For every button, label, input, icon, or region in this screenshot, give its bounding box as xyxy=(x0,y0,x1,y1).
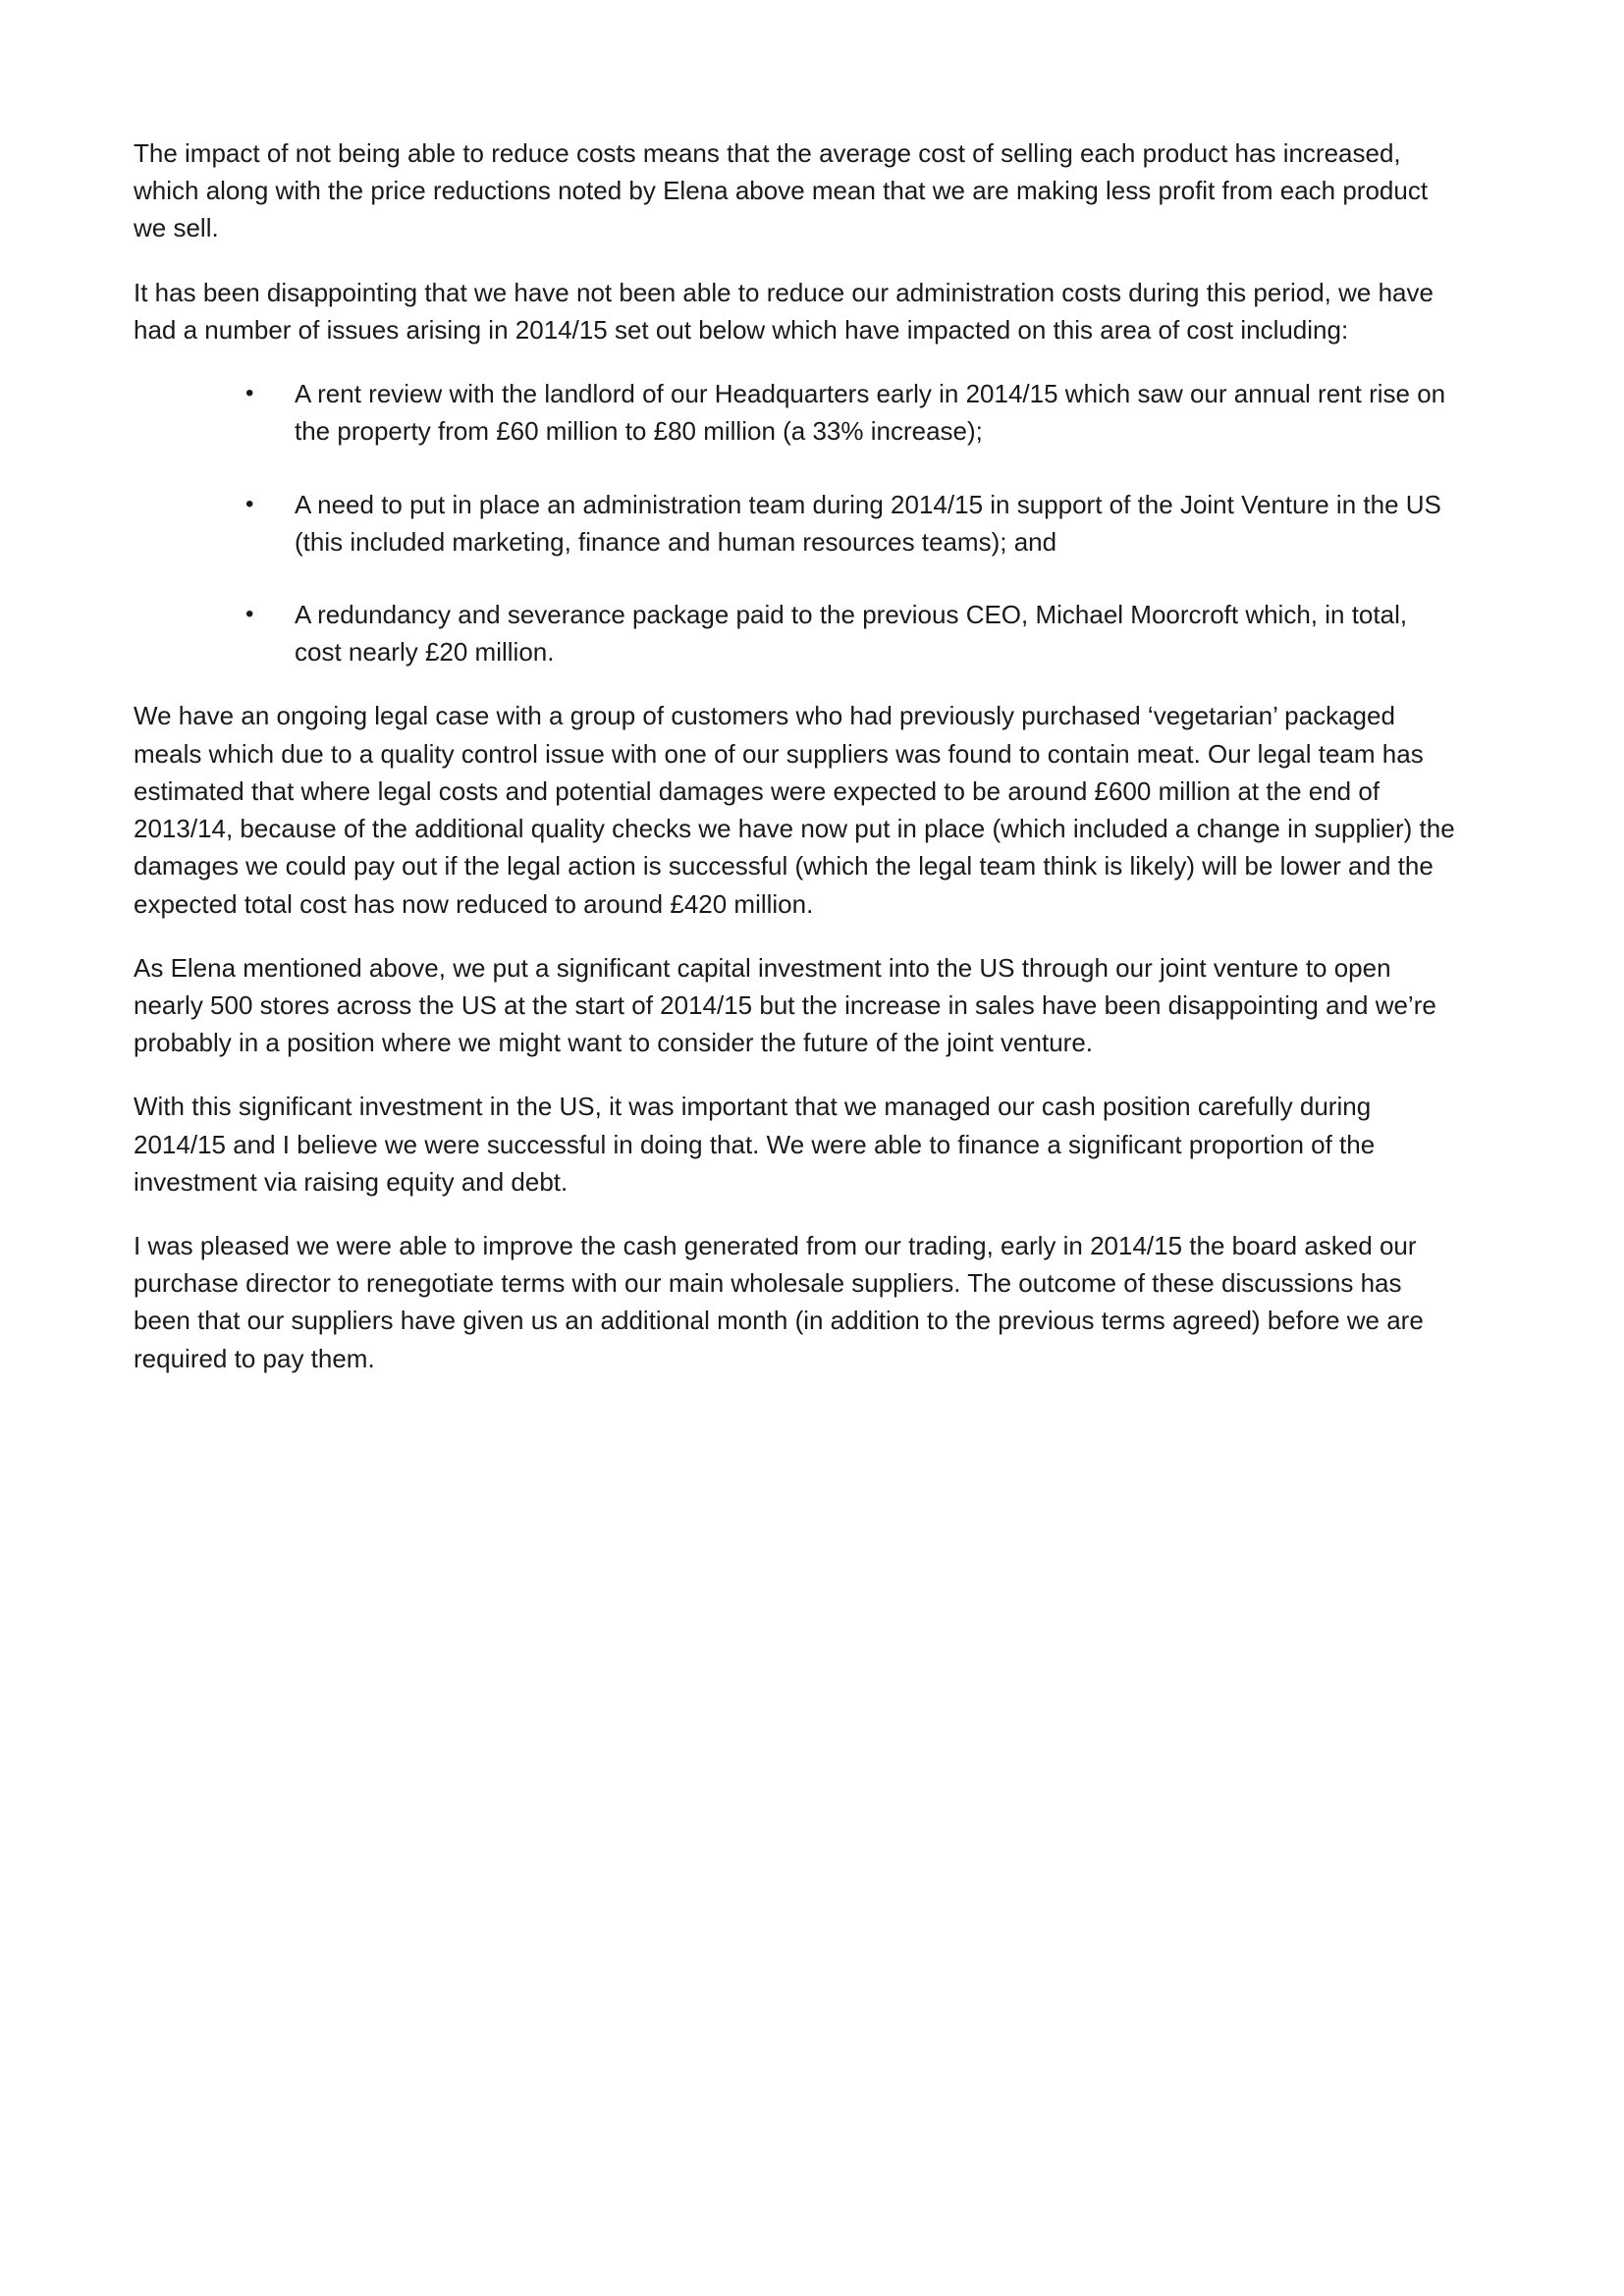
bullet-text: A need to put in place an administration team during 2014/15 in support of the Joint Venture in the US (this included marketing, finance and human resources teams); and xyxy=(295,489,1441,557)
bullet-icon: • xyxy=(245,380,254,407)
bullet-text: A redundancy and severance package paid to the previous CEO, Michael Moorcroft which, in total, cost nearly £20 million. xyxy=(295,599,1408,667)
paragraph-impact-costs: The impact of not being able to reduce costs means that the average cost of selling each product has increased, which along with the price reductions noted by Elena above mean that we are making less profit from each product we sell. xyxy=(134,138,1429,243)
bullet-list xyxy=(134,375,1457,670)
bullet-icon: • xyxy=(245,600,254,627)
bullet-item-rent-review xyxy=(134,375,1457,450)
paragraph-supplier-terms: I was pleased we were able to improve the cash generated from our trading, early in 2014/15 the board asked our purchase director to renegotiate terms with our main wholesale suppliers. The outcome of these discussions has been that our suppliers have given us an additional month (in addition to the previous terms agreed) before we are required to pay them. xyxy=(134,1231,1424,1373)
bullet-icon: • xyxy=(245,490,254,517)
paragraph-us-joint-venture: As Elena mentioned above, we put a significant capital investment into the US through our joint venture to open nearly 500 stores across the US at the start of 2014/15 but the increase in sales have been disappointing and we’re probably in a position where we might want to consider the future of the joint venture. xyxy=(134,952,1436,1058)
document-content xyxy=(134,134,1457,1377)
bullet-item-redundancy-package xyxy=(134,596,1457,670)
bullet-text: A rent review with the landlord of our Headquarters early in 2014/15 which saw our annual rent rise on the property from £60 million to £80 million (a 33% increase); xyxy=(295,379,1446,447)
paragraph-admin-costs-intro: It has been disappointing that we have not been able to reduce our administration costs during this period, we have had a number of issues arising in 2014/15 set out below which have impacted on this area of cost including: xyxy=(134,277,1434,345)
paragraph-legal-case: We have an ongoing legal case with a group of customers who had previously purchased ‘vegetarian’ packaged meals which due to a quality control issue with one of our suppliers was found to contain meat. Our legal team has estimated that where legal costs and potential damages were expected to be around £600 million at the end of 2013/14, because of the additional quality checks we have now put in place (which included a change in supplier) the damages we could pay out if the legal action is successful (which the legal team think is likely) will be lower and the expected total cost has now reduced to around £420 million. xyxy=(134,701,1455,919)
bullet-item-admin-team xyxy=(134,486,1457,561)
paragraph-cash-position: With this significant investment in the US, it was important that we managed our cash position carefully during 2014/15 and I believe we were successful in doing that. We were able to finance a significant proportion of the investment via raising equity and debt. xyxy=(134,1092,1376,1197)
